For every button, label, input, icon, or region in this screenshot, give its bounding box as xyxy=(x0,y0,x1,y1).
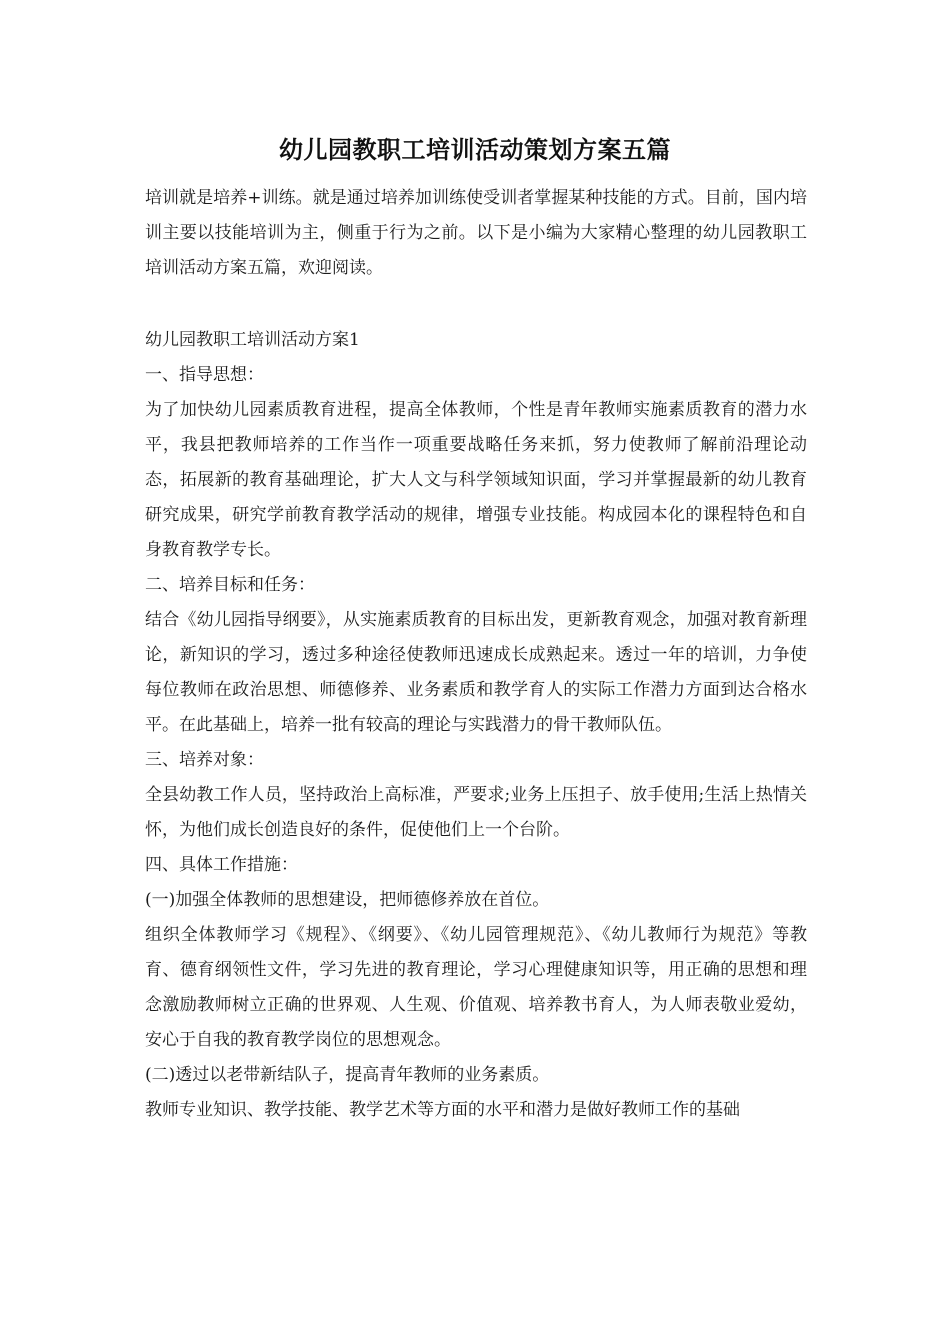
intro-text: 培训就是培养+训练。就是通过培养加训练使受训者掌握某种技能的方式。目前，国内培训主要以技能培训为主，侧重于行为之前。以下是小编为大家精心整理的幼儿园教职工培训活动方案五篇，欢迎阅读。 xyxy=(145,188,807,278)
section-heading-plan-1: 幼儿园教职工培训活动方案1 xyxy=(145,330,360,350)
document-title: 幼儿园教职工培训活动策划方案五篇 xyxy=(279,135,671,164)
body-paragraph: 教师专业知识、教学技能、教学艺术等方面的水平和潜力是做好教师工作的基础 xyxy=(145,1100,740,1120)
section-heading-guiding-ideology: 一、指导思想： xyxy=(145,365,264,385)
section-heading-measures: 四、具体工作措施： xyxy=(145,855,298,875)
sub-heading-measure-1: (一)加强全体教师的思想建设，把师德修养放在首位。 xyxy=(145,890,550,910)
document-body xyxy=(145,323,807,1128)
section-heading-goals-tasks: 二、培养目标和任务： xyxy=(145,575,315,595)
sub-heading-measure-2: (二)透过以老带新结队子，提高青年教师的业务素质。 xyxy=(145,1065,550,1085)
body-paragraph: 组织全体教师学习《规程》、《纲要》、《幼儿园管理规范》、《幼儿教师行为规范》等教育、德育纲领性文件，学习先进的教育理论，学习心理健康知识等，用正确的思想和理念激励教师树立正确的世界观、人生观、价值观、培养教书育人，为人师表敬业爱幼，安心于自我的教育教学岗位的思想观念。 xyxy=(145,925,807,1050)
body-paragraph: 结合《幼儿园指导纲要》，从实施素质教育的目标出发，更新教育观念，加强对教育新理论，新知识的学习，透过多种途径使教师迅速成长成熟起来。透过一年的培训，力争使每位教师在政治思想、师德修养、业务素质和教学育人的实际工作潜力方面到达合格水平。在此基础上，培养一批有较高的理论与实践潜力的骨干教师队伍。 xyxy=(145,610,807,735)
section-heading-targets: 三、培养对象： xyxy=(145,750,264,770)
intro-paragraph xyxy=(145,181,807,286)
body-paragraph: 为了加快幼儿园素质教育进程，提高全体教师，个性是青年教师实施素质教育的潜力水平，我县把教师培养的工作当作一项重要战略任务来抓，努力使教师了解前沿理论动态，拓展新的教育基础理论，扩大人文与科学领域知识面，学习并掌握最新的幼儿教育研究成果，研究学前教育教学活动的规律，增强专业技能。构成园本化的课程特色和自身教育教学专长。 xyxy=(145,400,807,560)
body-paragraph: 全县幼教工作人员，坚持政治上高标准，严要求;业务上压担子、放手使用;生活上热情关怀，为他们成长创造良好的条件，促使他们上一个台阶。 xyxy=(145,785,807,840)
